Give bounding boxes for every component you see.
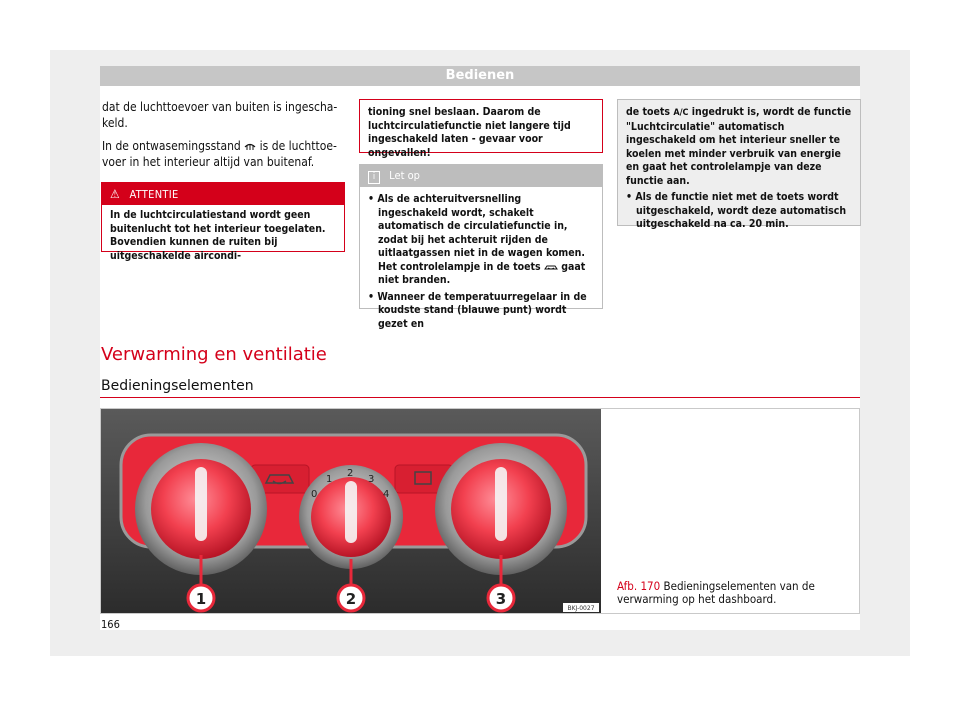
callout-number: 3 xyxy=(495,590,507,608)
running-header: Bedienen xyxy=(100,66,860,86)
warning-box-continued xyxy=(359,99,603,159)
caption-label: Afb. 170 xyxy=(617,579,661,593)
figure-code: BKJ-0027 xyxy=(567,605,595,612)
text: ingedrukt is, wordt de functie "Luchtcirculatie" automatisch ingeschakeld om het interieur sneller te koelen met minder verbruik van energie en gaat het controlelampje van deze functie aan. xyxy=(626,106,852,187)
text: In de ontwasemingsstand xyxy=(102,139,241,153)
paragraph xyxy=(626,106,852,188)
defrost-icon xyxy=(244,142,256,152)
paragraph xyxy=(102,139,342,170)
paragraph: dat de luchttoevoer van buiten is ingeschakeld. xyxy=(102,100,338,130)
text: Als de functie niet met de toets wordt uitgeschakeld, wordt deze automatisch uitgeschakeld na ca. 20 min. xyxy=(635,191,847,230)
warning-icon: ⚠ xyxy=(110,187,120,201)
dial-mark: 4 xyxy=(383,489,390,500)
subsection-title: Bedieningselementen xyxy=(101,378,254,394)
figure-caption xyxy=(617,580,853,606)
dial-mark: 2 xyxy=(347,468,354,479)
knob-3-grip xyxy=(495,467,507,541)
section-title: Verwarming en ventilatie xyxy=(101,344,327,365)
recirculation-icon xyxy=(544,262,558,272)
section-rule xyxy=(100,397,860,398)
callout-number: 1 xyxy=(195,590,207,608)
note-header xyxy=(360,165,602,187)
note-text xyxy=(618,100,860,238)
text: Wanneer de temperatuurregelaar in de koudste stand (blauwe punt) wordt gezet en xyxy=(377,290,587,330)
page-number: 166 xyxy=(101,618,120,631)
list-item: • Wanneer de temperatuurregelaar in de koudste stand (blauwe punt) wordt gezet en xyxy=(368,290,587,330)
warning-label: ATTENTIE xyxy=(129,188,179,201)
text: is de luchttoevoer in het interieur altijd van buitenaf. xyxy=(102,139,337,169)
column-1 xyxy=(102,100,342,178)
warning-box xyxy=(101,182,345,262)
note-box-continued xyxy=(617,99,861,230)
note-text xyxy=(360,187,602,337)
warning-text: tioning snel beslaan. Daarom de luchtcirculatiefunctie niet langere tijd ingeschakeld laten - gevaar voor ongevallen! xyxy=(368,106,571,159)
list-item: • Als de functie niet met de toets wordt uitgeschakeld, wordt deze automatisch uitgeschakeld na ca. 20 min. xyxy=(626,191,847,230)
caption-text: Bedieningselementen van de verwarming op het dashboard. xyxy=(617,579,815,606)
knob-1-grip xyxy=(195,467,207,541)
warning-header xyxy=(102,183,344,205)
dial-mark: 0 xyxy=(311,489,318,500)
ac-key-label: A/C xyxy=(673,108,689,118)
info-icon: i xyxy=(368,171,380,184)
warning-text: In de luchtcirculatiestand wordt geen buitenlucht tot het interieur toegelaten. Bovendien kunnen de ruiten bij uitgeschakelde aircondi- xyxy=(110,209,326,262)
climate-control-illustration xyxy=(101,409,601,613)
text: gaat niet branden. xyxy=(378,260,586,286)
dial-mark: 3 xyxy=(368,474,375,485)
text: Als de achteruitversnelling ingeschakeld wordt, schakelt automatisch de circulatiefunctie in, zodat bij het achteruit rijden de uitlaatgassen niet in de wagen komen. Het controlelampje in de toets xyxy=(377,193,586,273)
note-box xyxy=(359,164,603,330)
callout-number: 2 xyxy=(345,590,357,608)
knob-2-grip xyxy=(345,481,357,543)
list-item: • Als de achteruitversnelling ingeschakeld wordt, schakelt automatisch de circulatiefunctie in, zodat bij het achteruit rijden de uitlaatgassen niet in de wagen komen. Het controlelampje in de toets gaat niet branden. xyxy=(368,193,586,286)
note-label: Let op xyxy=(389,169,420,182)
dial-mark: 1 xyxy=(326,474,333,485)
text: de toets xyxy=(626,106,671,118)
